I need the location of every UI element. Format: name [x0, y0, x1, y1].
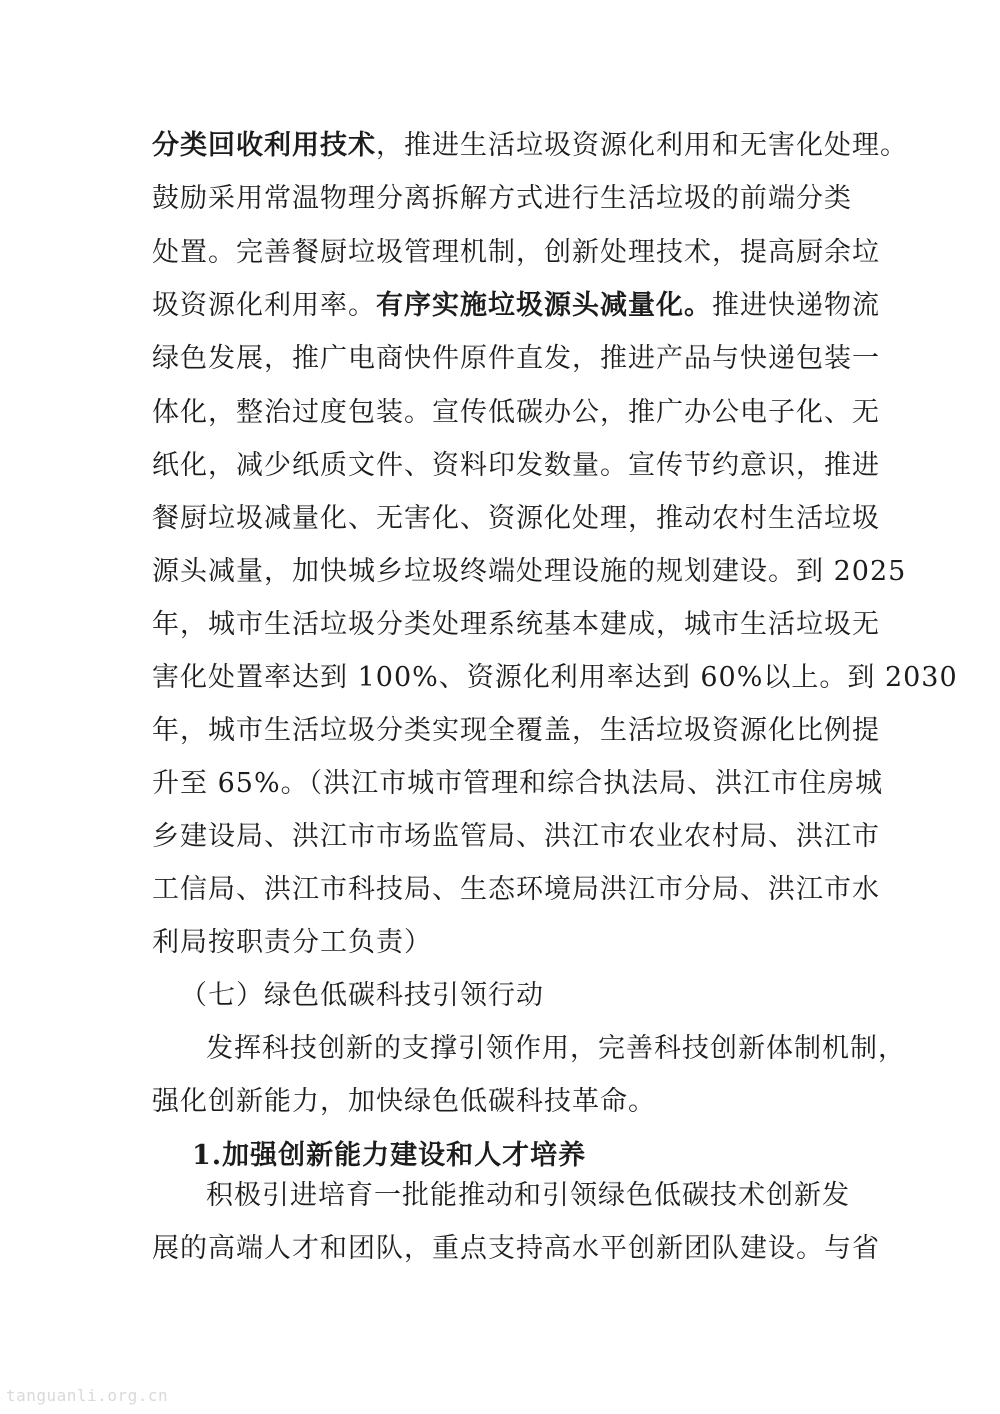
text-line-15: 工信局、洪江市科技局、生态环境局洪江市分局、洪江市水: [152, 874, 880, 905]
bold-phrase: 有序实施垃圾源头减量化。: [376, 290, 712, 321]
sub-paragraph-line-1: 积极引进培育一批能推动和引领绿色低碳技术创新发: [206, 1180, 850, 1211]
line-text: 推进快递物流: [712, 290, 880, 321]
text-line-3: 处置。完善餐厨垃圾管理机制，创新处理技术，提高厨余垃: [152, 237, 880, 268]
line-text: ，推进生活垃圾资源化利用和无害化处理。: [376, 130, 908, 161]
line-text-pre: 圾资源化利用率。: [152, 290, 376, 321]
text-line-4: [152, 288, 880, 324]
subheading: 1.加强创新能力建设和人才培养: [192, 1140, 587, 1171]
text-line-9: 源头减量，加快城乡垃圾终端处理设施的规划建设。到 2025: [152, 556, 907, 587]
section-paragraph-line-1: 发挥科技创新的支撑引领作用，完善科技创新体制机制，: [206, 1033, 906, 1064]
text-line-12: 年，城市生活垃圾分类实现全覆盖，生活垃圾资源化比例提: [152, 715, 880, 746]
sub-paragraph-line-2: 展的高端人才和团队，重点支持高水平创新团队建设。与省: [152, 1233, 880, 1264]
text-line-10: 年，城市生活垃圾分类处理系统基本建成，城市生活垃圾无: [152, 609, 880, 640]
text-line-1: [152, 128, 908, 164]
text-line-2: 鼓励采用常温物理分离拆解方式进行生活垃圾的前端分类: [152, 183, 852, 214]
text-line-16: 利局按职责分工负责）: [152, 927, 432, 958]
text-line-6: 体化，整治过度包装。宣传低碳办公，推广办公电子化、无: [152, 397, 880, 428]
section-paragraph-line-2: 强化创新能力，加快绿色低碳科技革命。: [152, 1086, 656, 1117]
text-line-7: 纸化，减少纸质文件、资料印发数量。宣传节约意识，推进: [152, 450, 880, 481]
text-line-5: 绿色发展，推广电商快件原件直发，推进产品与快递包装一: [152, 343, 880, 374]
watermark-text: tanguanli.org.cn: [6, 1386, 169, 1405]
section-heading: （七）绿色低碳科技引领行动: [180, 980, 544, 1011]
text-line-8: 餐厨垃圾减量化、无害化、资源化处理，推动农村生活垃圾: [152, 503, 880, 534]
bold-phrase: 分类回收利用技术: [152, 130, 376, 161]
text-line-11: 害化处置率达到 100%、资源化利用率达到 60%以上。到 2030: [152, 662, 958, 693]
text-line-13: 升至 65%。（洪江市城市管理和综合执法局、洪江市住房城: [152, 768, 884, 799]
text-line-14: 乡建设局、洪江市市场监管局、洪江市农业农村局、洪江市: [152, 821, 880, 852]
